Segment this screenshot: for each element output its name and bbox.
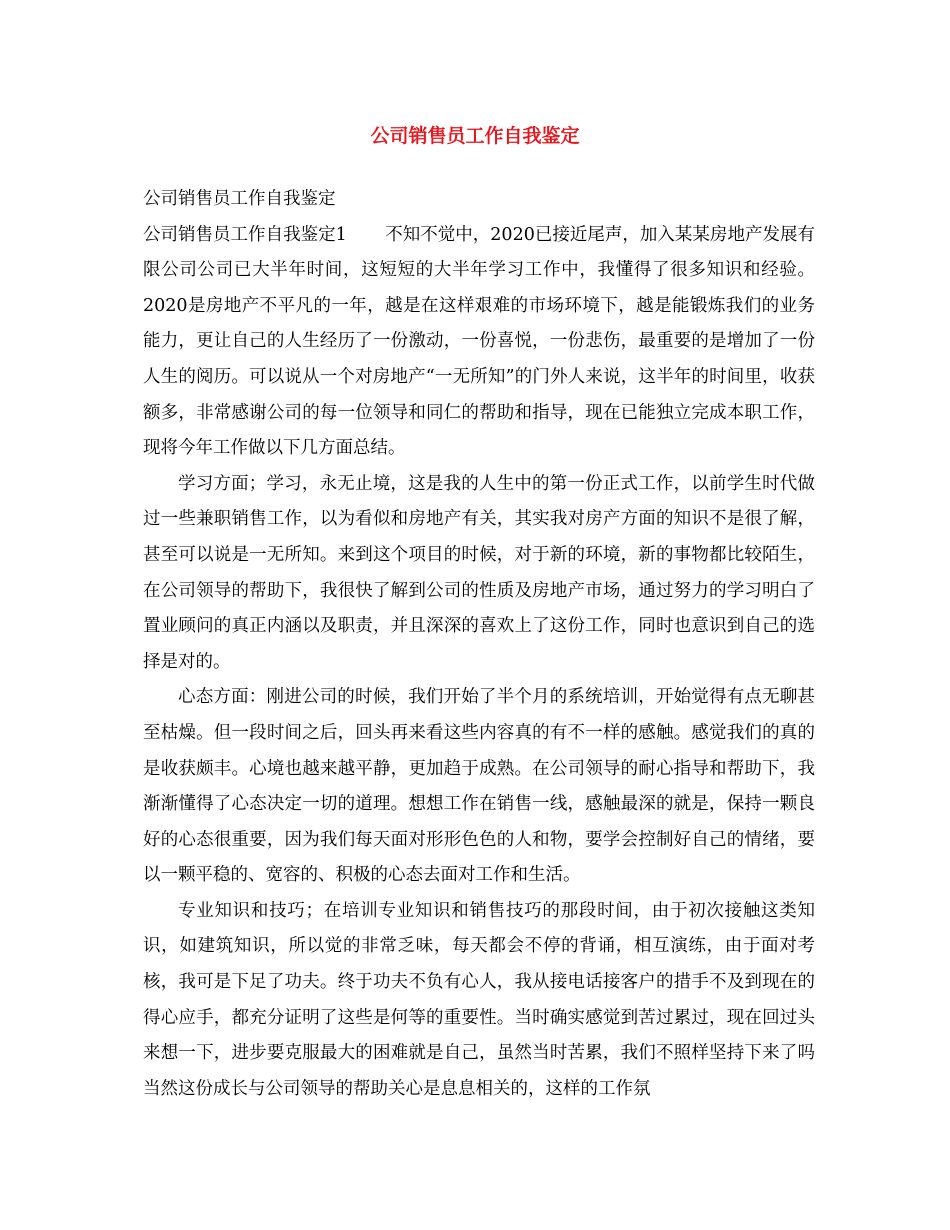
intro-paragraph — [143, 218, 815, 467]
paragraph-mindset: 心态方面：刚进公司的时候，我们开始了半个月的系统培训，开始觉得有点无聊甚至枯燥。但一段时间之后，回头再来看这些内容真的有不一样的感触。感觉我们的真的是收获颇丰。心境也越来越平静，更加趋于成熟。在公司领导的耐心指导和帮助下，我渐渐懂得了心态决定一切的道理。想想工作在销售一线，感触最深的就是，保持一颗良好的心态很重要，因为我们每天面对形形色色的人和物，要学会控制好自己的情绪，要以一颗平稳的、宽容的、积极的心态去面对工作和生活。 — [143, 687, 815, 886]
paragraph-skills: 专业知识和技巧；在培训专业知识和销售技巧的那段时间，由于初次接触这类知识，如建筑知识，所以觉的非常乏味，每天都会不停的背诵，相互演练，由于面对考核，我可是下足了功夫。终于功夫不负有心人，我从接电话接客户的措手不及到现在的得心应手，都充分证明了这些是何等的重要性。当时确实感觉到苦过累过，现在回过头来想一下，进步要克服最大的困难就是自己，虽然当时苦累，我们不照样坚持下来了吗当然这份成长与公司领导的帮助关心是息息相关的，这样的工作氛 — [143, 900, 815, 1099]
subtitle-line: 公司销售员工作自我鉴定 — [143, 189, 336, 209]
document-title: 公司销售员工作自我鉴定 — [370, 125, 580, 147]
section-heading: 公司销售员工作自我鉴定1 — [143, 224, 347, 245]
document-body — [143, 182, 815, 1107]
intro-text: 不知不觉中，2020已接近尾声，加入某某房地产发展有限公司公司已大半年时间，这短短的大半年学习工作中，我懂得了很多知识和经验。2020是房地产不平凡的一年，越是在这样艰难的市场环境下，越是能锻炼我们的业务能力，更让自己的人生经历了一份激动，一份喜悦，一份悲伤，最重要的是增加了一份人生的阅历。可以说从一个对房地产“一无所知”的门外人来说，这半年的时间里，收获额多，非常感谢公司的每一位领导和同仁的帮助和指导，现在已能独立完成本职工作，现将今年工作做以下几方面总结。 — [143, 224, 815, 459]
paragraph-study: 学习方面；学习，永无止境，这是我的人生中的第一份正式工作，以前学生时代做过一些兼职销售工作，以为看似和房地产有关，其实我对房产方面的知识不是很了解，甚至可以说是一无所知。来到这个项目的时候，对于新的环境，新的事物都比较陌生，在公司领导的帮助下，我很快了解到公司的性质及房地产市场，通过努力的学习明白了置业顾问的真正内涵以及职责，并且深深的喜欢上了这份工作，同时也意识到自己的选择是对的。 — [143, 473, 815, 672]
